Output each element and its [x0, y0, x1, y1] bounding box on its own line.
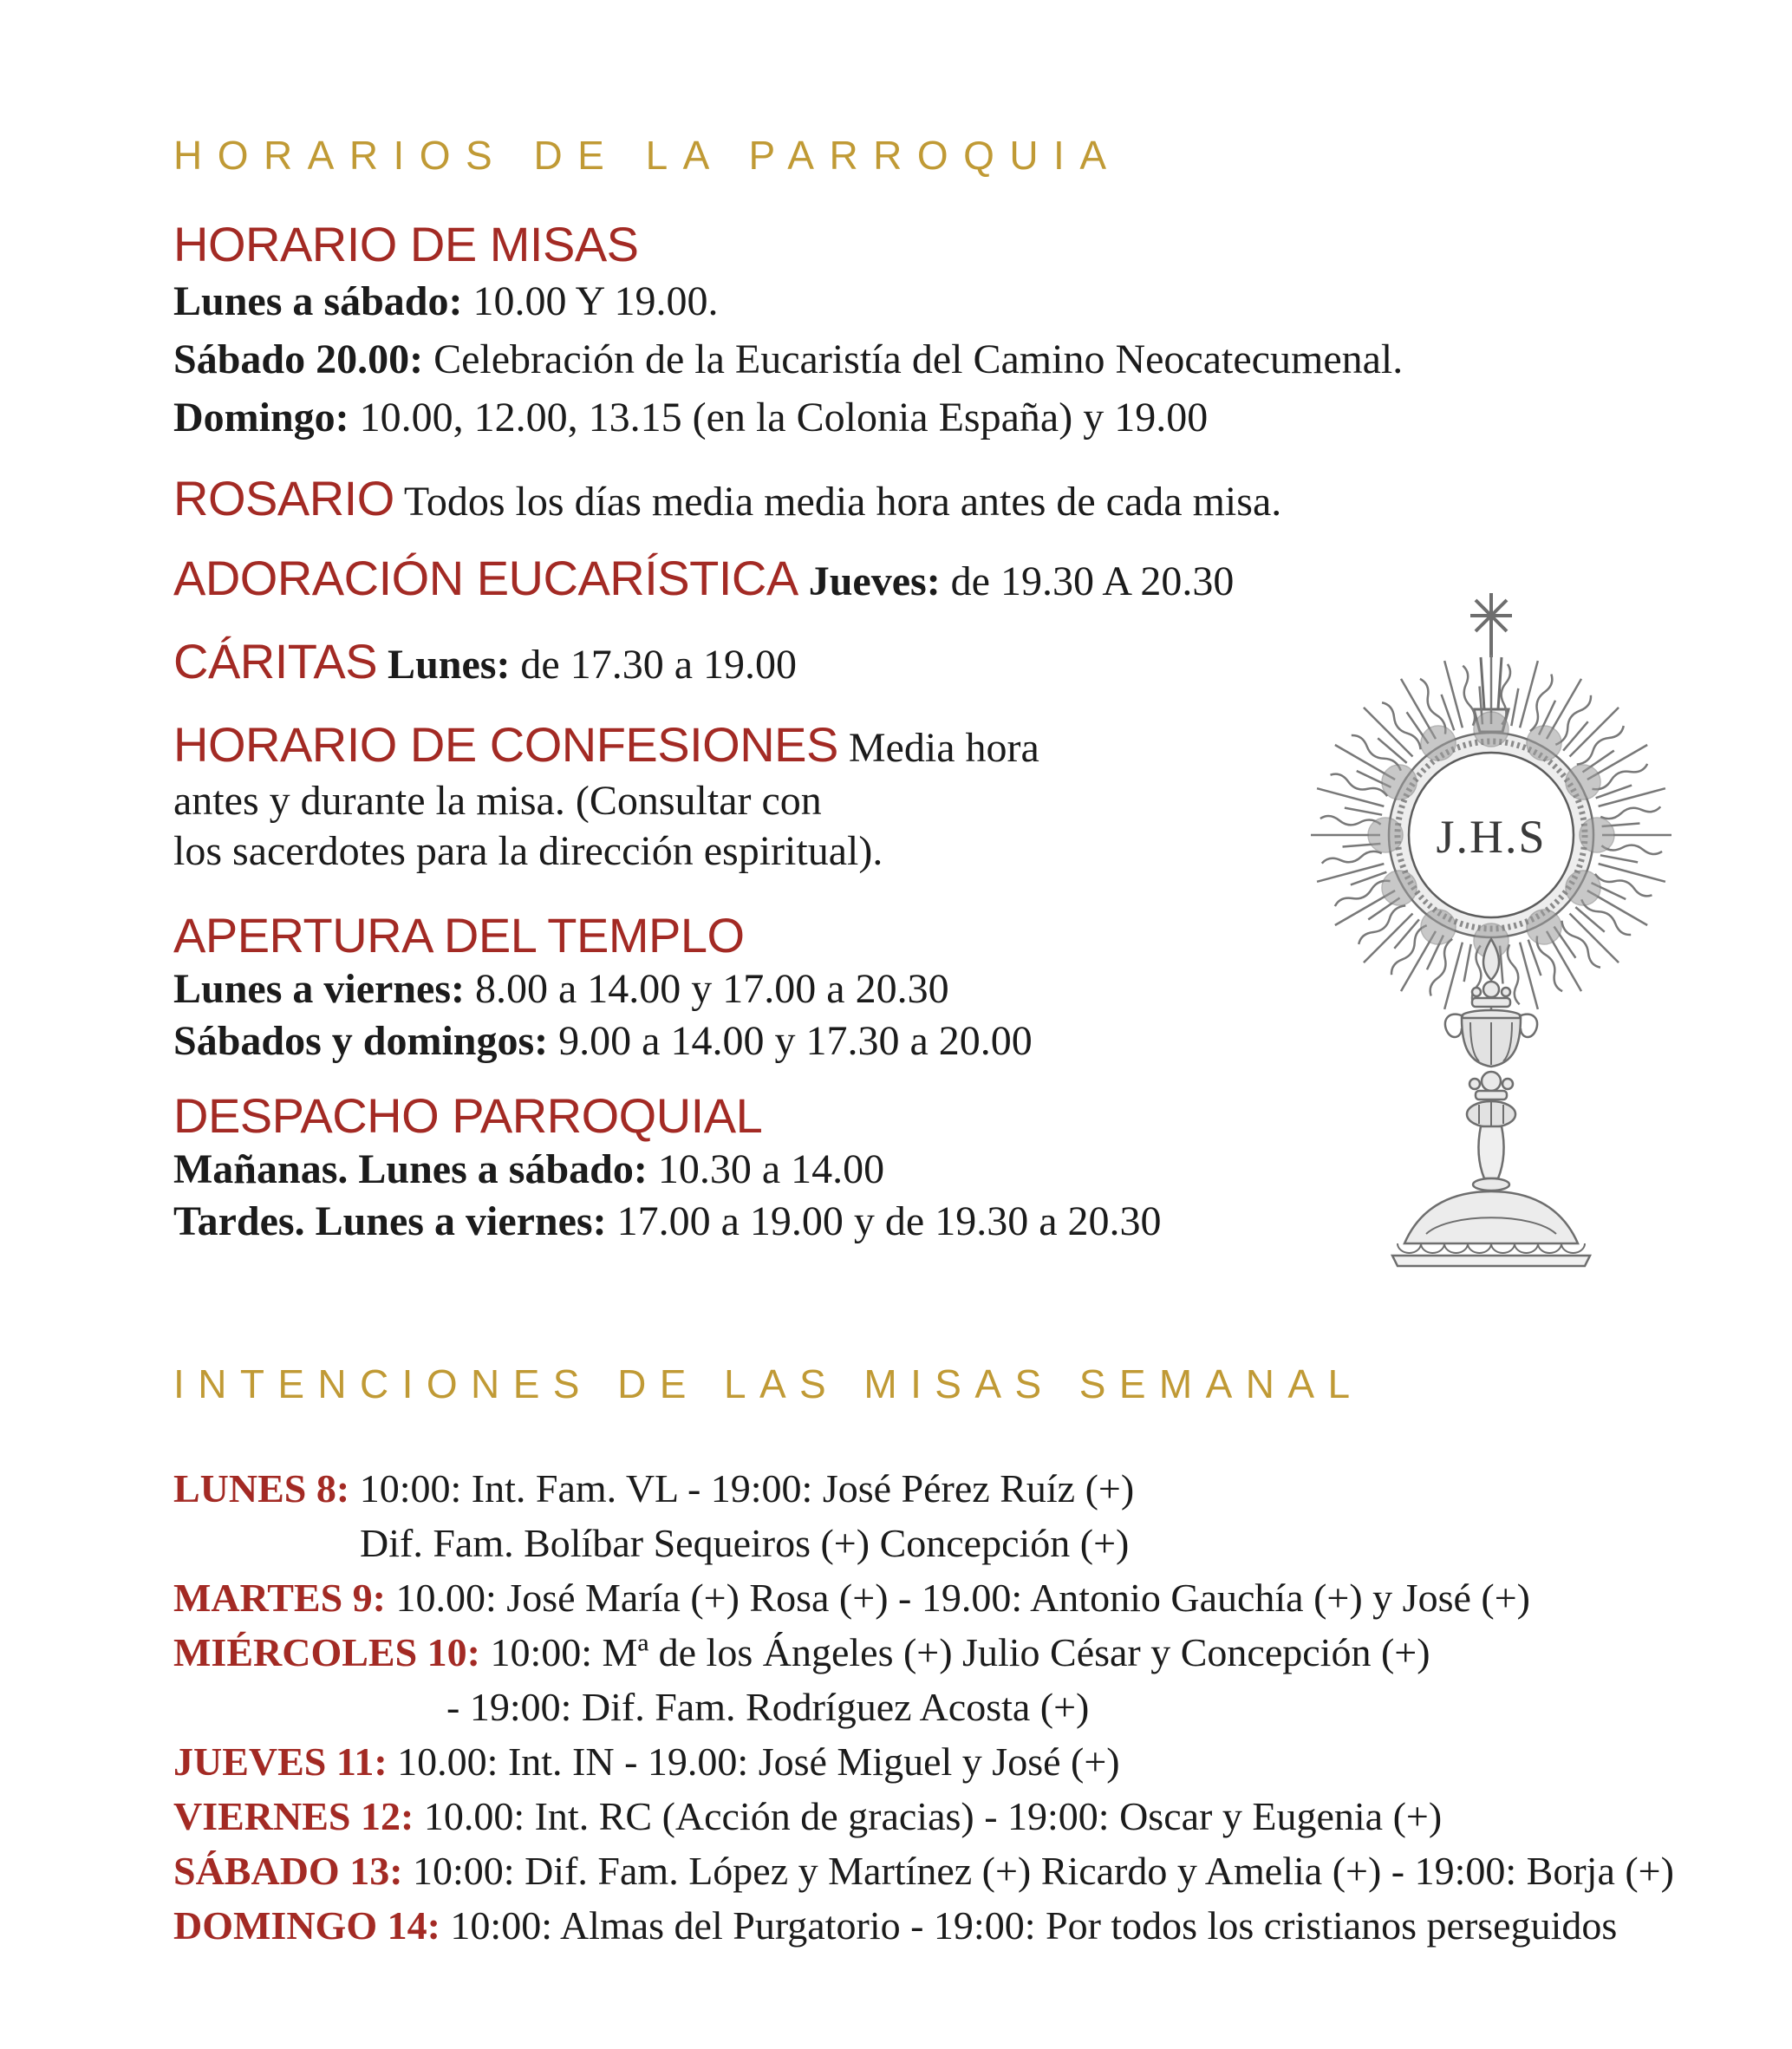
mass-schedule-line	[173, 272, 1775, 330]
monstrance-stem	[1392, 939, 1590, 1266]
intention-continuation-line: Dif. Fam. Bolíbar Sequeiros (+) Concepción (+)	[360, 1521, 1130, 1565]
intention-line	[173, 1843, 1775, 1898]
intention-text: 10:00: Int. Fam. VL - 19:00: José Pérez Ruíz (+)	[359, 1466, 1135, 1511]
intention-day: JUEVES 11:	[173, 1739, 388, 1784]
heading-apertura-templo: APERTURA DEL TEMPLO	[173, 908, 745, 963]
intentions-list	[173, 1461, 1775, 1953]
intention-day: MARTES 9:	[173, 1576, 387, 1620]
adoracion-text: de 19.30 A 20.30	[950, 558, 1235, 604]
heading-despacho-parroquial: DESPACHO PARROQUIAL	[173, 1088, 763, 1143]
monstrance-illustration	[1248, 571, 1734, 1275]
section-title-intenciones: INTENCIONES DE LAS MISAS SEMANAL	[173, 1361, 1364, 1406]
heading-caritas: CÁRITAS	[173, 634, 378, 688]
despacho-label: Mañanas. Lunes a sábado:	[173, 1146, 648, 1192]
intention-continuation-line: - 19:00: Dif. Fam. Rodríguez Acosta (+)	[446, 1685, 1090, 1729]
mass-schedule-line	[173, 330, 1775, 388]
intention-text: 10:00: Almas del Purgatorio - 19:00: Por todos los cristianos perseguidos	[450, 1903, 1618, 1948]
intention-text: 10:00: Dif. Fam. López y Martínez (+) Ricardo y Amelia (+) - 19:00: Borja (+)	[413, 1849, 1674, 1893]
intention-day: MIÉRCOLES 10:	[173, 1630, 480, 1674]
confesiones-line: los sacerdotes para la dirección espiritual).	[173, 828, 883, 874]
intention-day: LUNES 8:	[173, 1466, 350, 1511]
caritas-text: de 17.30 a 19.00	[520, 642, 798, 688]
despacho-value: 17.00 a 19.00 y de 19.30 a 20.30	[616, 1198, 1162, 1244]
intention-text: 10.00: Int. IN - 19.00: José Miguel y José (+)	[397, 1739, 1120, 1784]
intention-line	[173, 1461, 1775, 1516]
schedule-label: Sábado 20.00:	[173, 336, 424, 382]
apertura-label: Sábados y domingos:	[173, 1018, 549, 1064]
intention-day: VIERNES 12:	[173, 1794, 414, 1838]
intention-day: DOMINGO 14:	[173, 1903, 440, 1948]
confesiones-line: antes y durante la misa. (Consultar con	[173, 778, 822, 824]
intention-line	[173, 1898, 1775, 1953]
confesiones-text: Media hora	[848, 725, 1039, 771]
heading-adoracion-eucaristica: ADORACIÓN EUCARÍSTICA	[173, 551, 798, 605]
heading-rosario: ROSARIO	[173, 471, 394, 525]
intention-line	[173, 1734, 1775, 1789]
intention-line	[173, 1789, 1775, 1843]
jhs-monogram: J.H.S	[1436, 811, 1547, 863]
schedule-label: Domingo:	[173, 395, 349, 440]
apertura-value: 8.00 a 14.00 y 17.00 a 20.30	[475, 966, 949, 1012]
apertura-value: 9.00 a 14.00 y 17.30 a 20.00	[558, 1018, 1033, 1064]
intention-text: 10.00: José María (+) Rosa (+) - 19.00: Antonio Gauchía (+) y José (+)	[395, 1576, 1530, 1620]
heading-confesiones: HORARIO DE CONFESIONES	[173, 717, 838, 772]
despacho-value: 10.30 a 14.00	[657, 1146, 885, 1192]
adoracion-label: Jueves:	[808, 558, 941, 604]
caritas-label: Lunes:	[388, 642, 511, 688]
intention-text: 10:00: Mª de los Ángeles (+) Julio César y Concepción (+)	[490, 1630, 1430, 1674]
mass-schedule-line	[173, 388, 1775, 447]
rosario-text: Todos los días media media hora antes de cada misa.	[403, 479, 1282, 525]
intention-line	[173, 1625, 1775, 1680]
despacho-label: Tardes. Lunes a viernes:	[173, 1198, 607, 1244]
apertura-label: Lunes a viernes:	[173, 966, 465, 1012]
intention-line	[173, 1570, 1775, 1625]
schedule-label: Lunes a sábado:	[173, 278, 463, 324]
rosario-line	[173, 471, 1775, 530]
schedule-value: 10.00 Y 19.00.	[472, 278, 719, 324]
intention-day: SÁBADO 13:	[173, 1849, 403, 1893]
heading-horario-de-misas: HORARIO DE MISAS	[173, 217, 639, 271]
intention-text: 10.00: Int. RC (Acción de gracias) - 19:00: Oscar y Eugenia (+)	[423, 1794, 1443, 1838]
schedule-value: Celebración de la Eucaristía del Camino Neocatecumenal.	[433, 336, 1404, 382]
section-title-horarios: HORARIOS DE LA PARROQUIA	[173, 133, 1122, 178]
schedule-value: 10.00, 12.00, 13.15 (en la Colonia España) y 19.00	[359, 395, 1209, 440]
